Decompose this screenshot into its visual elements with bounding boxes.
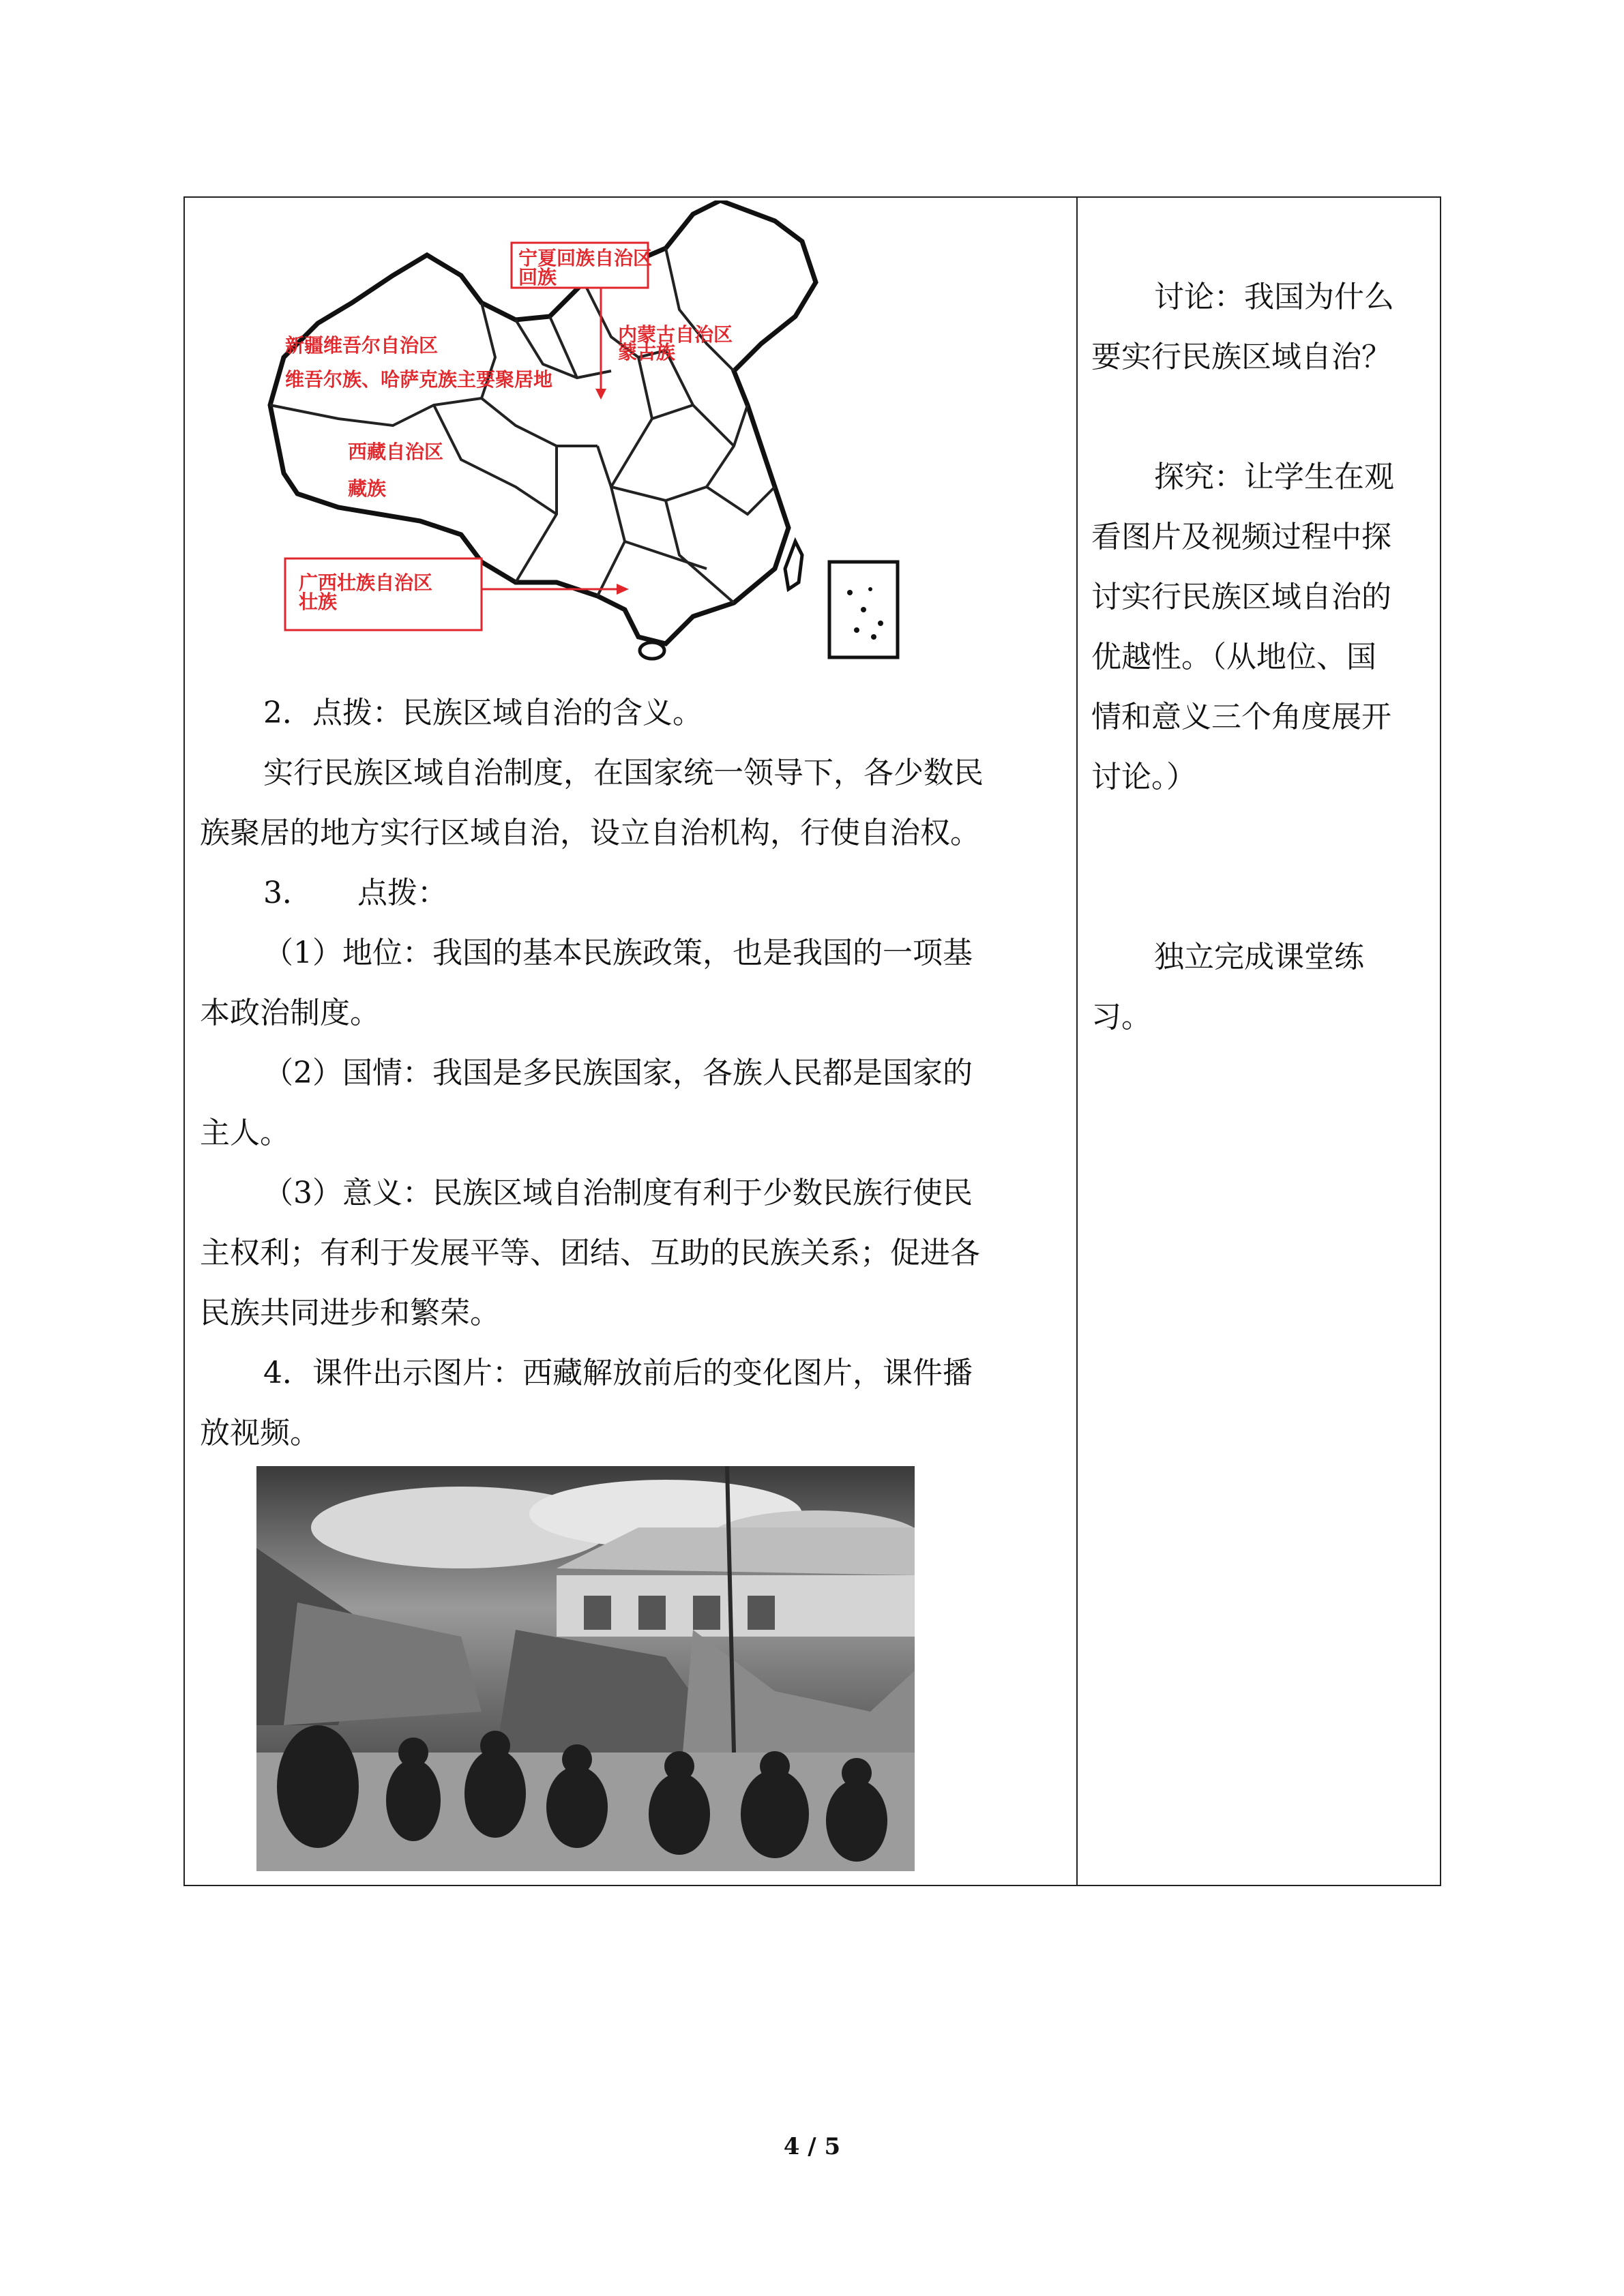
map-label-ningxia-people: 回族 — [518, 266, 557, 288]
exploration-line6: 讨论。） — [1091, 760, 1196, 794]
point-3-heading: 3． 点拨： — [263, 876, 447, 910]
exploration-line3: 讨实行民族区域自治的 — [1091, 580, 1391, 614]
practice-line1: 独立完成课堂练 — [1154, 940, 1364, 974]
practice-line2: 习。 — [1091, 1000, 1151, 1034]
point-2-heading: 2．点拨：民族区域自治的含义。 — [263, 696, 703, 730]
significance-line2: 主权利；有利于发展平等、团结、互助的民族关系；促进各 — [200, 1236, 980, 1270]
page-number: 4 / 5 — [783, 2133, 841, 2160]
china-autonomous-regions-map — [256, 200, 906, 666]
map-label-neimenggu-people: 蒙古族 — [618, 341, 676, 363]
map-label-guangxi-people: 壮族 — [299, 591, 338, 613]
map-label-xizang-people: 藏族 — [348, 477, 387, 500]
map-label-neimenggu: 内蒙古自治区 — [618, 323, 733, 346]
exploration-line5: 情和意义三个角度展开 — [1091, 700, 1391, 734]
exploration-line2: 看图片及视频过程中探 — [1091, 520, 1391, 554]
exploration-line1: 探究：让学生在观 — [1154, 460, 1394, 494]
point-4-line1: 4．课件出示图片：西藏解放前后的变化图片，课件播 — [263, 1356, 973, 1390]
point-4-line2: 放视频。 — [200, 1416, 320, 1450]
map-label-xinjiang-people: 维吾尔族、哈萨克族主要聚居地 — [285, 368, 553, 391]
significance-line1: （3）意义：民族区域自治制度有利于少数民族行使民 — [263, 1176, 973, 1210]
tibet-historical-photo — [256, 1466, 915, 1871]
map-label-xinjiang: 新疆维吾尔自治区 — [285, 334, 439, 357]
column-divider — [1076, 196, 1078, 1886]
significance-line3: 民族共同进步和繁荣。 — [200, 1296, 500, 1330]
discussion-line1: 讨论：我国为什么 — [1154, 280, 1394, 314]
status-text-line2: 本政治制度。 — [200, 996, 380, 1030]
discussion-line2: 要实行民族区域自治？ — [1091, 340, 1391, 374]
point-2-text-line2: 族聚居的地方实行区域自治，设立自治机构，行使自治权。 — [200, 816, 980, 850]
point-2-text-line1: 实行民族区域自治制度，在国家统一领导下，各少数民 — [263, 756, 984, 790]
map-label-ningxia: 宁夏回族自治区 — [518, 247, 653, 269]
map-label-xizang: 西藏自治区 — [348, 441, 444, 463]
exploration-line4: 优越性。（从地位、国 — [1091, 640, 1376, 674]
national-condition-line2: 主人。 — [200, 1116, 290, 1150]
status-text-line1: （1）地位：我国的基本民族政策，也是我国的一项基 — [263, 936, 973, 970]
national-condition-line1: （2）国情：我国是多民族国家，各族人民都是国家的 — [263, 1056, 973, 1090]
map-label-guangxi: 广西壮族自治区 — [299, 571, 433, 594]
